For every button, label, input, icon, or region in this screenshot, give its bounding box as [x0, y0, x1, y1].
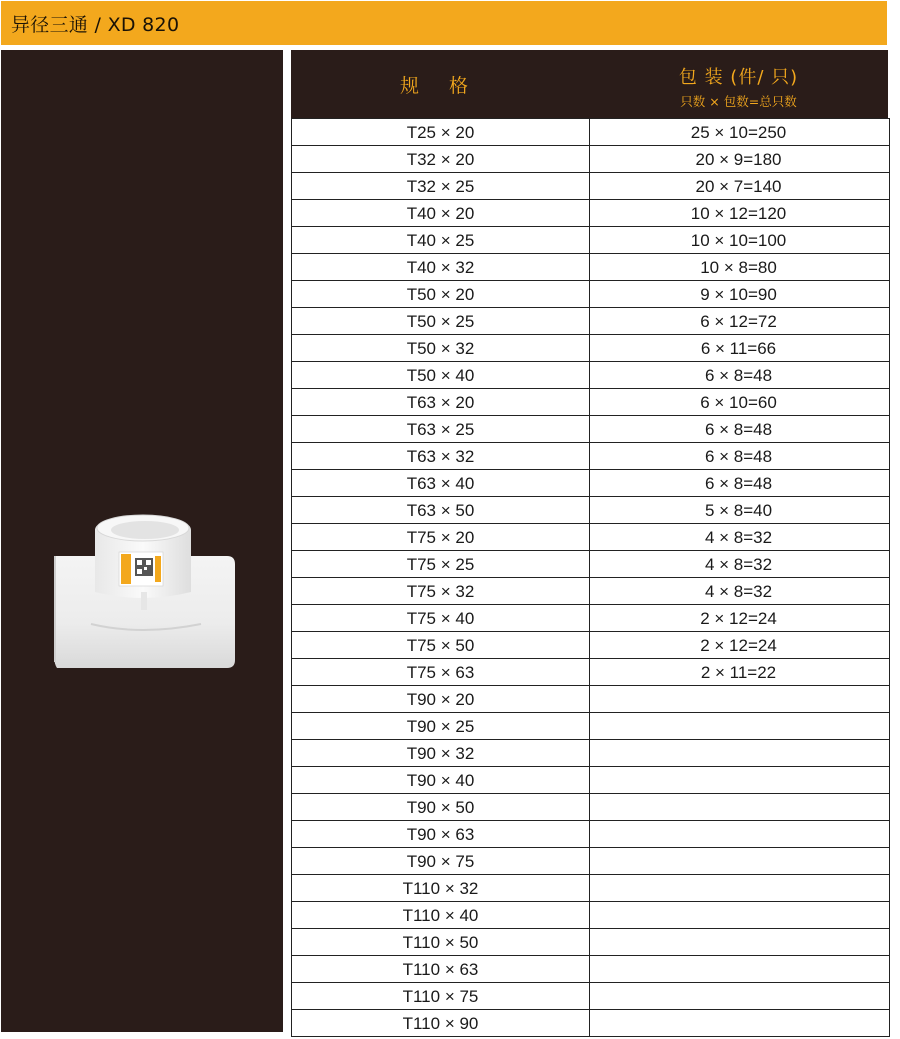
spec-cell: T90 × 32	[292, 740, 590, 766]
table-row	[292, 200, 889, 227]
packing-cell	[590, 929, 887, 955]
reducing-tee-image	[51, 512, 237, 672]
spec-cell: T110 × 40	[292, 902, 590, 928]
packing-column-header	[589, 50, 888, 118]
spec-cell: T32 × 20	[292, 146, 590, 172]
table-row	[292, 524, 889, 551]
packing-cell: 6 × 8=48	[704, 474, 773, 493]
spec-cell: T110 × 32	[292, 875, 590, 901]
packing-cell	[590, 956, 887, 982]
table-row	[292, 686, 889, 713]
packing-cell: 6 × 8=48	[704, 366, 773, 385]
spec-cell: T40 × 20	[292, 200, 590, 226]
table-row	[292, 1010, 889, 1037]
packing-cell	[590, 1010, 887, 1036]
spec-cell: T90 × 25	[292, 713, 590, 739]
packing-cell: 6 × 12=72	[700, 312, 777, 331]
table-row	[292, 740, 889, 767]
table-row	[292, 848, 889, 875]
packing-cell: 20 × 9=180	[695, 150, 782, 169]
packing-cell: 9 × 10=90	[700, 285, 777, 304]
packing-cell: 2 × 12=24	[700, 636, 777, 655]
qr-label-icon	[119, 552, 163, 586]
table-row	[292, 173, 889, 200]
table-row	[292, 794, 889, 821]
spec-cell: T110 × 90	[292, 1010, 590, 1036]
spec-cell: T63 × 25	[292, 416, 590, 442]
spec-cell: T75 × 25	[292, 551, 590, 577]
packing-cell: 10 × 8=80	[700, 258, 777, 277]
packing-cell	[590, 848, 887, 874]
packing-cell	[590, 740, 887, 766]
spec-cell: T40 × 25	[292, 227, 590, 253]
table-row	[292, 362, 889, 389]
spec-cell: T63 × 40	[292, 470, 590, 496]
table-row	[292, 497, 889, 524]
table-row	[292, 632, 889, 659]
packing-cell: 6 × 11=66	[700, 339, 777, 358]
spec-cell: T63 × 32	[292, 443, 590, 469]
packing-cell: 6 × 10=60	[700, 393, 777, 412]
table-row	[292, 416, 889, 443]
table-row	[292, 821, 889, 848]
packing-cell	[590, 983, 887, 1009]
spec-cell: T75 × 32	[292, 578, 590, 604]
spec-cell: T50 × 25	[292, 308, 590, 334]
page-title: 异径三通 / XD 820	[11, 14, 180, 36]
packing-cell: 6 × 8=48	[704, 420, 773, 439]
packing-cell	[590, 794, 887, 820]
spec-cell: T110 × 50	[292, 929, 590, 955]
packing-cell	[590, 713, 887, 739]
spec-cell: T50 × 20	[292, 281, 590, 307]
spec-cell: T40 × 32	[292, 254, 590, 280]
table-row	[292, 713, 889, 740]
spec-table	[291, 118, 890, 1037]
packing-header-formula: 只数 × 包数=总只数	[680, 94, 797, 109]
spec-cell: T90 × 40	[292, 767, 590, 793]
table-row	[292, 389, 889, 416]
table-row	[292, 335, 889, 362]
packing-cell: 25 × 10=250	[690, 123, 787, 142]
table-row	[292, 875, 889, 902]
table-row	[292, 605, 889, 632]
spec-cell: T110 × 75	[292, 983, 590, 1009]
spec-cell: T90 × 63	[292, 821, 590, 847]
table-row	[292, 118, 889, 146]
spec-cell: T63 × 50	[292, 497, 590, 523]
table-row	[292, 254, 889, 281]
packing-cell: 2 × 11=22	[700, 663, 777, 682]
table-row	[292, 983, 889, 1010]
packing-cell: 6 × 8=48	[704, 447, 773, 466]
table-header	[291, 50, 888, 118]
table-row	[292, 227, 889, 254]
table-row	[292, 308, 889, 335]
table-row	[292, 281, 889, 308]
table-row	[292, 443, 889, 470]
spec-cell: T50 × 40	[292, 362, 590, 388]
title-bar	[1, 1, 887, 45]
spec-column-header: 规 格	[399, 74, 481, 97]
packing-cell: 10 × 12=120	[690, 204, 787, 223]
packing-cell: 2 × 12=24	[700, 609, 777, 628]
spec-cell: T63 × 20	[292, 389, 590, 415]
table-row	[292, 578, 889, 605]
packing-cell	[590, 902, 887, 928]
spec-cell: T50 × 32	[292, 335, 590, 361]
spec-cell: T110 × 63	[292, 956, 590, 982]
packing-header-title: 包 装 (件/ 只)	[678, 67, 799, 88]
packing-cell: 5 × 8=40	[704, 501, 773, 520]
spec-cell: T90 × 50	[292, 794, 590, 820]
table-row	[292, 551, 889, 578]
spec-cell: T75 × 20	[292, 524, 590, 550]
packing-cell: 4 × 8=32	[704, 555, 773, 574]
table-row	[292, 767, 889, 794]
table-row	[292, 902, 889, 929]
spec-cell: T32 × 25	[292, 173, 590, 199]
spec-cell: T90 × 75	[292, 848, 590, 874]
spec-cell: T90 × 20	[292, 686, 590, 712]
table-row	[292, 146, 889, 173]
spec-cell: T25 × 20	[292, 119, 590, 145]
packing-cell: 4 × 8=32	[704, 582, 773, 601]
spec-cell: T75 × 63	[292, 659, 590, 685]
packing-cell	[590, 767, 887, 793]
packing-cell: 4 × 8=32	[704, 528, 773, 547]
spec-cell: T75 × 40	[292, 605, 590, 631]
product-photo-panel	[1, 50, 283, 1032]
packing-cell	[590, 686, 887, 712]
table-row	[292, 929, 889, 956]
packing-cell: 10 × 10=100	[690, 231, 787, 250]
table-row	[292, 956, 889, 983]
packing-cell	[590, 821, 887, 847]
spec-cell: T75 × 50	[292, 632, 590, 658]
packing-cell	[590, 875, 887, 901]
table-row	[292, 470, 889, 497]
packing-cell: 20 × 7=140	[695, 177, 782, 196]
table-row	[292, 659, 889, 686]
